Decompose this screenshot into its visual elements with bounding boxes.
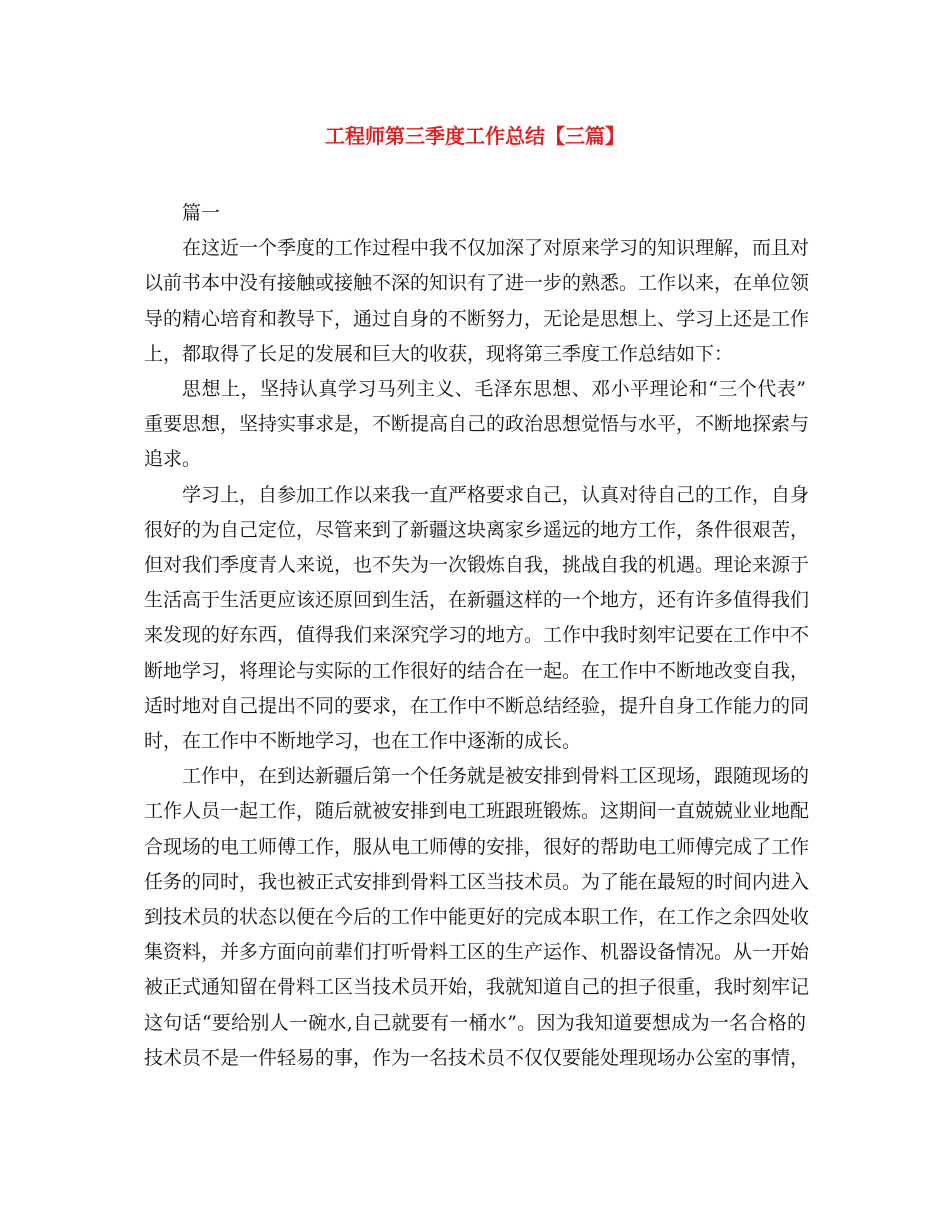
paragraph-line: 很好的为自己定位，尽管来到了新疆这块离家乡遥远的地方工作，条件很艰苦， [144, 518, 810, 541]
paragraph-line: 集资料，并多方面向前辈们打听骨料工区的生产运作、机器设备情况。从一开始 [144, 941, 810, 964]
paragraph-line: 任务的同时，我也被正式安排到骨料工区当技术员。为了能在最短的时间内进入 [144, 870, 810, 893]
paragraph-line: 以前书本中没有接触或接触不深的知识有了进一步的熟悉。工作以来，在单位领 [144, 272, 810, 295]
paragraph-line: 被正式通知留在骨料工区当技术员开始，我就知道自己的担子很重，我时刻牢记 [144, 976, 810, 999]
paragraph-line: 但对我们季度青人来说，也不失为一次锻炼自我，挑战自我的机遇。理论来源于 [144, 554, 810, 577]
paragraph-line: 来发现的好东西，值得我们来深究学习的地方。工作中我时刻牢记要在工作中不 [144, 624, 810, 647]
section-label-paragraph [144, 196, 806, 231]
paragraph-line: 时，在工作中不断地学习，也在工作中逐渐的成长。 [144, 730, 582, 753]
paragraph-line: 上，都取得了长足的发展和巨大的收获，现将第三季度工作总结如下： [144, 342, 734, 365]
paragraph-3 [144, 478, 810, 760]
paragraph-line: 生活高于生活更应该还原回到生活，在新疆这样的一个地方，还有许多值得我们 [144, 589, 810, 612]
paragraph-1 [144, 231, 810, 372]
paragraph-line: 重要思想，坚持实事求是，不断提高自己的政治思想觉悟与水平，不断地探索与 [144, 413, 810, 436]
paragraph-line: 断地学习，将理论与实际的工作很好的结合在一起。在工作中不断地改变自我， [144, 659, 810, 682]
paragraph-line: 工作人员一起工作，随后就被安排到电工班跟班锻炼。这期间一直兢兢业业地配 [144, 800, 810, 823]
paragraph-line: 学习上，自参加工作以来我一直严格要求自己，认真对待自己的工作，自身 [182, 483, 810, 506]
document-title: 工程师第三季度工作总结【三篇】 [325, 124, 625, 148]
document-body [144, 196, 810, 1076]
paragraph-line: 思想上，坚持认真学习马列主义、毛泽东思想、邓小平理论和“三个代表” [182, 378, 806, 401]
paragraph-line: 这句话“要给别人一碗水,自己就要有一桶水”。因为我知道要想成为一名合格的 [144, 1011, 806, 1034]
paragraph-2 [144, 372, 810, 478]
paragraph-line: 到技术员的状态以便在今后的工作中能更好的完成本职工作，在工作之余四处收 [144, 906, 810, 929]
paragraph-line: 工作中，在到达新疆后第一个任务就是被安排到骨料工区现场，跟随现场的 [182, 765, 810, 788]
paragraph-line: 导的精心培育和教导下，通过自身的不断努力，无论是思想上、学习上还是工作 [144, 307, 810, 330]
paragraph-line: 追求。 [144, 448, 202, 471]
paragraph-line: 合现场的电工师傅工作，服从电工师傅的安排，很好的帮助电工师傅完成了工作 [144, 835, 810, 858]
paragraph-4 [144, 759, 810, 1076]
paragraph-line: 在这近一个季度的工作过程中我不仅加深了对原来学习的知识理解，而且对 [182, 237, 810, 260]
section-label: 篇一 [182, 202, 221, 224]
paragraph-line: 技术员不是一件轻易的事，作为一名技术员不仅仅要能处理现场办公室的事情， [144, 1046, 810, 1069]
paragraph-line: 适时地对自己提出不同的要求，在工作中不断总结经验，提升自身工作能力的同 [144, 694, 810, 717]
